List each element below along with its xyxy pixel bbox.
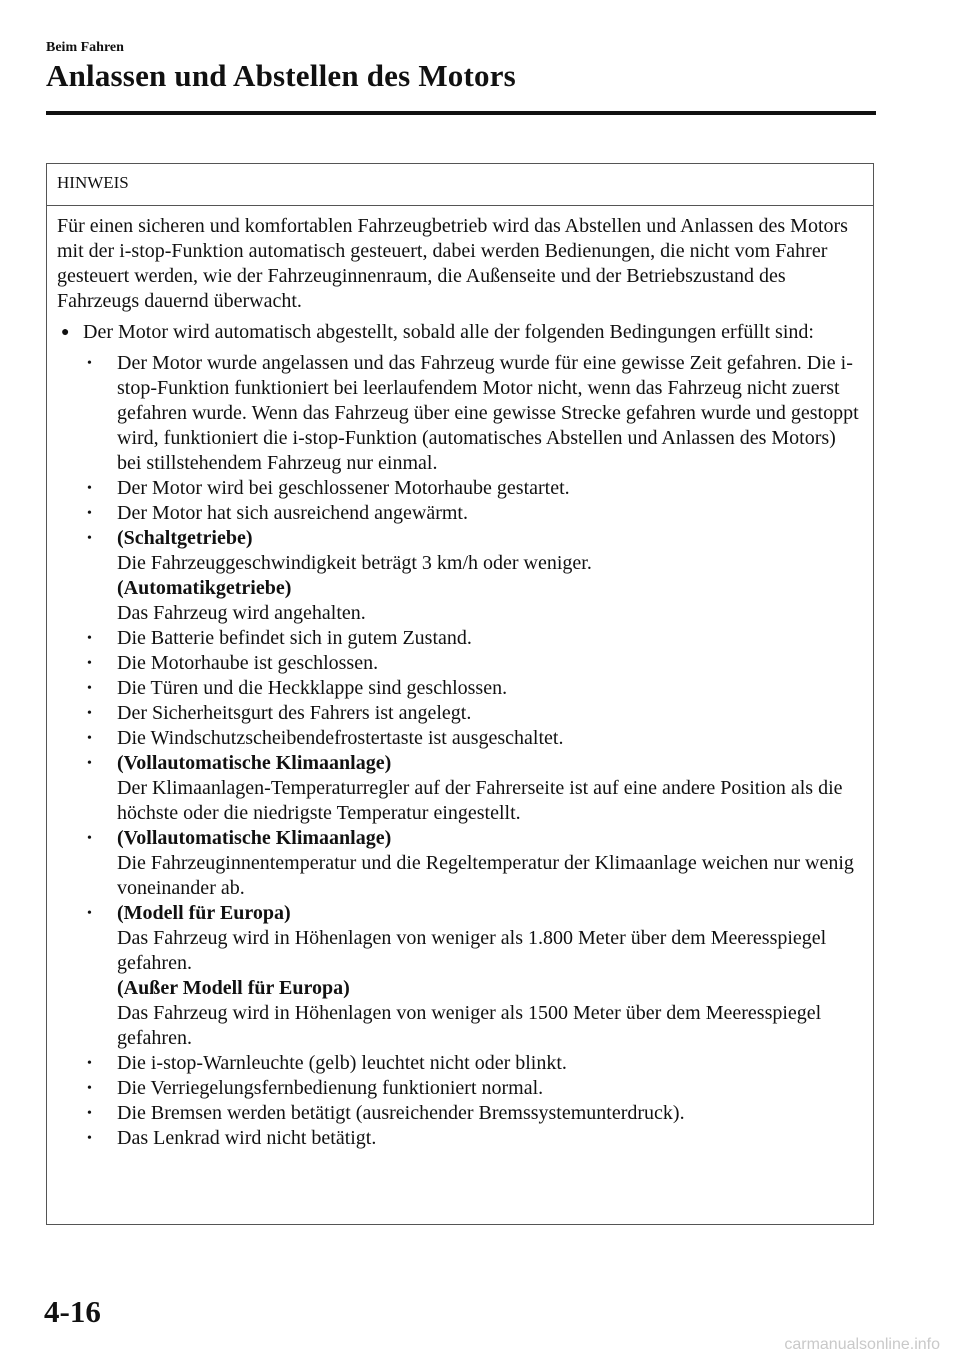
list-item [83, 1076, 861, 1101]
note-intro: Für einen sicheren und komfortablen Fahrzeugbetrieb wird das Abstellen und Anlassen des Motors mit der i-stop-Funktion automatisch gesteuert, dabei werden Bedienungen, die nicht vom Fahrer gesteuert werden, wie der Fahrzeuginnenraum, die Außenseite und der Betriebszustand des Fahrzeugs dauernd überwacht. [57, 215, 848, 312]
list-item [83, 626, 861, 651]
condition-text: Die Türen und die Heckklappe sind geschlossen. [117, 677, 508, 699]
bullet-icon: • [87, 1056, 92, 1071]
page-title: Anlassen und Abstellen des Motors [46, 58, 516, 93]
bullet-icon: • [87, 906, 92, 921]
main-bullet [57, 320, 861, 345]
note-box [46, 163, 874, 1225]
list-item [83, 726, 861, 751]
list-item [83, 1101, 861, 1126]
condition-text: Der Motor wird bei geschlossener Motorhaube gestartet. [117, 477, 570, 499]
list-item [83, 826, 861, 901]
condition-heading: (Vollautomatische Klimaanlage) [117, 827, 392, 849]
bullet-icon: • [87, 681, 92, 696]
condition-text: Die Motorhaube ist geschlossen. [117, 652, 379, 674]
list-item [83, 1126, 861, 1151]
list-item [83, 701, 861, 726]
condition-text: Die i-stop-Warnleuchte (gelb) leuchtet nicht oder blinkt. [117, 1052, 567, 1074]
condition-text: Das Fahrzeug wird in Höhenlagen von weniger als 1500 Meter über dem Meeresspiegel gefahren. [117, 1002, 822, 1049]
condition-text: Die Fahrzeuggeschwindigkeit beträgt 3 km/h oder weniger. [117, 552, 592, 574]
list-item [83, 651, 861, 676]
bullet-icon: • [87, 1106, 92, 1121]
condition-text: Das Fahrzeug wird in Höhenlagen von weniger als 1.800 Meter über dem Meeresspiegel gefahren. [117, 927, 827, 974]
condition-heading: (Automatikgetriebe) [117, 577, 292, 599]
list-item [83, 751, 861, 826]
condition-text: Der Motor wurde angelassen und das Fahrzeug wurde für eine gewisse Zeit gefahren. Die i-stop-Funktion funktioniert bei leerlaufendem Motor nicht, wenn das Fahrzeug nicht zuerst gefahren wurde. Wenn das Fahrzeug über eine gewisse Strecke gefahren wurde und gestoppt wird, funktioniert die i-stop-Funktion (automatisches Abstellen und Anlassen des Motors) bei stillstehendem Fahrzeug nur einmal. [117, 352, 859, 474]
section-label: Beim Fahren [46, 40, 124, 55]
note-header: HINWEIS [47, 164, 873, 206]
list-item [83, 476, 861, 501]
list-item [83, 501, 861, 526]
list-item [83, 1051, 861, 1076]
bullet-icon: • [87, 531, 92, 546]
condition-list [83, 351, 861, 1151]
bullet-icon: • [87, 481, 92, 496]
bullet-icon: • [87, 1081, 92, 1096]
bullet-icon: • [87, 656, 92, 671]
bullet-icon: • [87, 706, 92, 721]
condition-text: Der Sicherheitsgurt des Fahrers ist angelegt. [117, 702, 472, 724]
title-rule [46, 111, 876, 115]
condition-text: Der Motor hat sich ausreichend angewärmt. [117, 502, 468, 524]
list-item [83, 901, 861, 1051]
condition-text: Die Bremsen werden betätigt (ausreichender Bremssystemunterdruck). [117, 1102, 685, 1124]
page-number: 4-16 [44, 1294, 101, 1329]
bullet-icon: • [87, 1131, 92, 1146]
watermark: carmanualsonline.info [784, 1336, 940, 1353]
condition-text: Die Batterie befindet sich in gutem Zustand. [117, 627, 472, 649]
list-item [83, 676, 861, 701]
bullet-icon: • [87, 731, 92, 746]
list-item [83, 351, 861, 476]
condition-text: Die Windschutzscheibendefrostertaste ist ausgeschaltet. [117, 727, 564, 749]
condition-text: Die Fahrzeuginnentemperatur und die Regeltemperatur der Klimaanlage weichen nur wenig voneinander ab. [117, 852, 854, 899]
bullet-icon: • [87, 831, 92, 846]
main-bullet-text: Der Motor wird automatisch abgestellt, sobald alle der folgenden Bedingungen erfüllt sind: [83, 321, 814, 343]
condition-text: Das Fahrzeug wird angehalten. [117, 602, 366, 624]
bullet-icon: • [87, 756, 92, 771]
bullet-dot-icon: ● [61, 325, 70, 340]
condition-text: Die Verriegelungsfernbedienung funktioniert normal. [117, 1077, 544, 1099]
condition-heading: (Außer Modell für Europa) [117, 977, 350, 999]
condition-heading: (Modell für Europa) [117, 902, 291, 924]
bullet-icon: • [87, 631, 92, 646]
condition-text: Das Lenkrad wird nicht betätigt. [117, 1127, 377, 1149]
condition-text: Der Klimaanlagen-Temperaturregler auf der Fahrerseite ist auf eine andere Position als die höchste oder die niedrigste Temperatur eingestellt. [117, 777, 843, 824]
bullet-icon: • [87, 506, 92, 521]
list-item [83, 526, 861, 626]
bullet-icon: • [87, 356, 92, 371]
condition-heading: (Schaltgetriebe) [117, 527, 253, 549]
condition-heading: (Vollautomatische Klimaanlage) [117, 752, 392, 774]
note-body [47, 206, 873, 1151]
